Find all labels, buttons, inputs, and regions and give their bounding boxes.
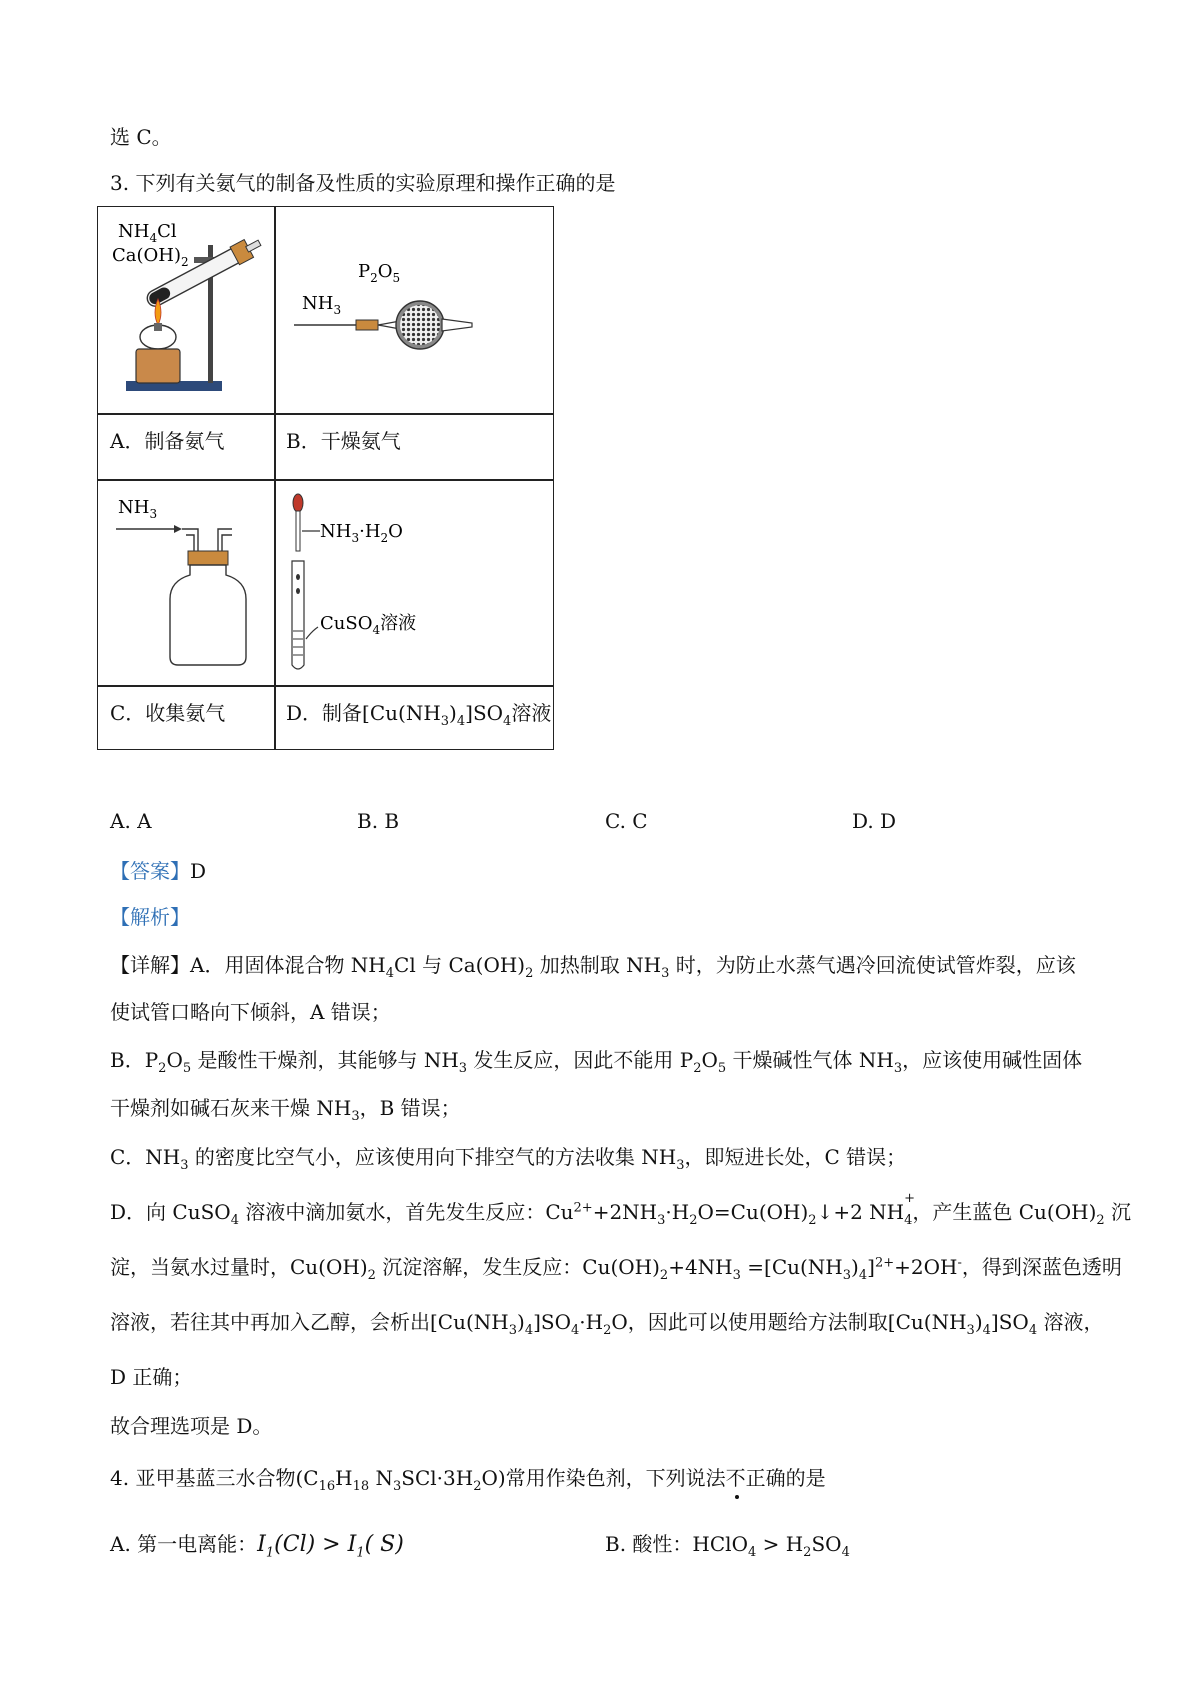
explain-d-line-2: 淀，当氨水过量时，$Cu(OH)_2$ 沉淀溶解，发生反应：$Cu(OH)_2+4NH_3 =[Cu(NH_3)_4]^{2+}+2OH^-$，得到深蓝色透明 bbox=[110, 1255, 1122, 1283]
analysis-heading: 【解析】 bbox=[110, 905, 190, 929]
explain-a-line-2: 使试管口略向下倾斜，A 错误； bbox=[110, 1000, 391, 1024]
caption-c: C．收集氨气 bbox=[110, 701, 226, 725]
svg-text:Ca(OH)2: $Ca(OH)_2$ bbox=[112, 245, 189, 269]
explain-c-line: C．$NH_3$ 的密度比空气小，应该使用向下排空气的方法收集 $NH_3$，即短进长处，C 错误； bbox=[110, 1145, 907, 1173]
svg-text:NH3·H2O: $NH_3\cdot H_2O$ bbox=[320, 521, 403, 545]
svg-text:NH3: $NH_3$ bbox=[302, 293, 342, 317]
option-a: A. A bbox=[110, 809, 152, 833]
explain-d-line-1: D．向 CuSO$_4$ 溶液中滴加氨水，首先发生反应：$Cu^{2+}+2NH_3\cdot H_2O=Cu(OH)_2↓+2$ NH $_{+ 4}$，产生蓝色 $Cu(OH)_2$ 沉 bbox=[110, 1191, 1132, 1228]
caption-d: D．制备$[Cu(NH_3)_4]SO_4$溶液 bbox=[286, 701, 552, 729]
explain-d-line-4: D 正确； bbox=[110, 1365, 193, 1389]
svg-text:NH3: $NH_3$ bbox=[118, 497, 158, 521]
svg-text:CuSO4溶液: CuSO$_4$溶液 bbox=[320, 613, 417, 637]
option-c: C. C bbox=[605, 809, 648, 833]
figure-drying-tube bbox=[276, 207, 554, 413]
explain-a-line-1: 【详解】A．用固体混合物 $NH_4Cl$ 与 $Ca(OH)_2$ 加热制取 $NH_3$ 时，为防止水蒸气遇冷回流使试管炸裂，应该 bbox=[110, 953, 1076, 981]
question-3-stem: 3. 下列有关氨气的制备及性质的实验原理和操作正确的是 bbox=[110, 171, 616, 195]
figure-gas-collection-bottle bbox=[98, 481, 274, 685]
explain-conclusion: 故合理选项是 D。 bbox=[110, 1414, 273, 1438]
option-d: D. D bbox=[852, 809, 897, 833]
explain-b-line-1: B．$P_2O_5$ 是酸性干燥剂，其能够与 $NH_3$ 发生反应，因此不能用 $P_2O_5$ 干燥碱性气体 $NH_3$，应该使用碱性固体 bbox=[110, 1048, 1083, 1076]
caption-a: A．制备氨气 bbox=[110, 429, 225, 453]
previous-conclusion: 选 C。 bbox=[110, 125, 172, 149]
answer-line: 【答案】D bbox=[110, 859, 207, 883]
svg-text:NH4Cl: $NH_4Cl$ bbox=[118, 221, 177, 245]
option-b: B. B bbox=[357, 809, 400, 833]
explain-b-line-2: 干燥剂如碱石灰来干燥 $NH_3$，B 错误； bbox=[110, 1096, 461, 1124]
question-4-option-a: A. 第一电离能：$I_1(Cl) > I_1$( S) bbox=[110, 1532, 404, 1561]
apparatus-table bbox=[97, 206, 554, 750]
question-4-option-b: B. 酸性：HClO$_4$ > $H_2SO_4$ bbox=[605, 1532, 850, 1560]
figure-dropper-test-tube bbox=[276, 481, 554, 685]
svg-text:P2O5: $P_2O_5$ bbox=[358, 261, 401, 285]
question-4-stem: 4. 亚甲基蓝三水合物($C_{16}H_{18}$ $N_3SCl\cdot 3H_2O$)常用作染色剂，下列说法不 正确的是 bbox=[110, 1463, 826, 1493]
explain-d-line-3: 溶液，若往其中再加入乙醇，会析出$[Cu(NH_3)_4]SO_4\cdot H_2O$，因此可以使用题给方法制取$[Cu(NH_3)_4]SO_4$ 溶液， bbox=[110, 1310, 1104, 1338]
caption-b: B．干燥氨气 bbox=[286, 429, 401, 453]
emphasis-not: 不 bbox=[726, 1463, 746, 1493]
figure-heating-apparatus bbox=[98, 207, 274, 413]
